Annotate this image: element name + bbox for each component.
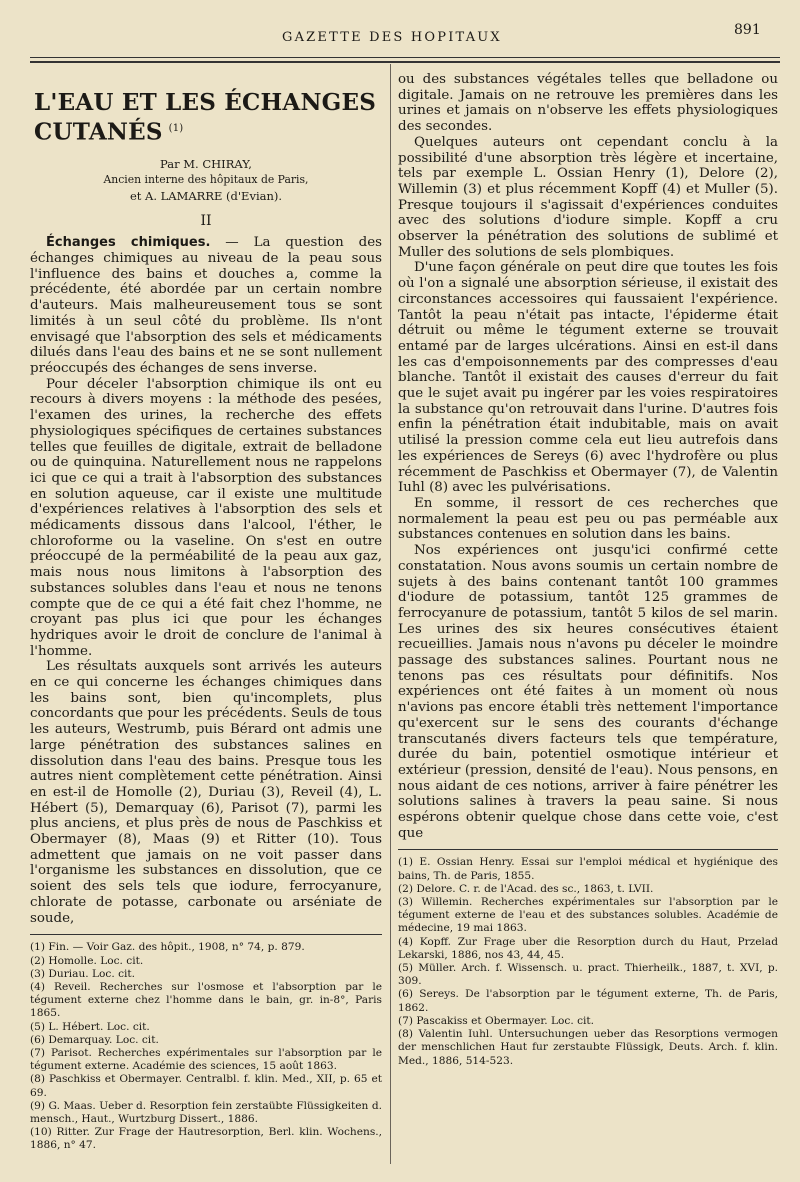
byline-affiliation: Ancien interne des hôpitaux de Paris,: [103, 172, 309, 186]
paragraph-continued: ou des substances végétales telles que belladone ou digitale. Jamais on ne retrouve les premières dans les urines et jamais on n'observe les effets physiologiques des secondes.: [398, 72, 778, 135]
footnote: (7) Pascakiss et Obermayer. Loc. cit.: [398, 1014, 595, 1027]
paragraph: [30, 235, 382, 376]
paragraph: En somme, il ressort de ces recherches que normalement la peau est peu ou pas perméable aux substances contenues en solution dans les bains.: [398, 495, 778, 543]
footnote: (4) Reveil. Recherches sur l'osmose et l'absorption par le tégument externe chez l'homme dans le bain, gr. in-8°, Paris 1865.: [30, 980, 382, 1020]
footnote: (4) Kopff. Zur Frage uber die Resorption durch du Haut, Przelad Lekarski, 1886, nos 43, 44, 45.: [398, 935, 778, 961]
footnote: (5) Müller. Arch. f. Wissensch. u. pract. Thierheilk., 1887, t. XVI, p. 309.: [398, 962, 778, 988]
footnote: (9) G. Maas. Ueber d. Resorption fein zerstaübte Flüssigkeiten d. mensch., Haut., Wurtzburg Dissert., 1886.: [30, 1099, 382, 1125]
footnote: (10) Ritter. Zur Frage der Hautresorption, Berl. klin. Wochens., 1886, n° 47.: [30, 1126, 382, 1152]
paragraph: Les résultats auxquels sont arrivés les auteurs en ce qui concerne les échanges chimiques dans les bains sont, bien qu'incomplets, plus concordants que pour les précédents. Seuls de tous les auteurs, Westrumb, puis Bérard ont admis une large pénétration des substances salines en dissolution dans l'eau des bains. Presque tous les autres nient complètement cette pénétration. Ainsi en est-il de Homolle (2), Duriau (3), Reveil (4), L. Hébert (5), Demarquay (6), Parisot (7), parmi les plus anciens, et plus près de nous de Paschkiss et Obermayer (8), Maas (9) et Ritter (10). Tous admettent que jamais on ne voit passer dans l'organisme les substances en dissolution, que ce soient des sels tels que iodure, ferrocyanure, chlorate de potasse, carbonate ou arséniate de soude,: [30, 659, 382, 926]
footnote: (5) L. Hébert. Loc. cit.: [30, 1020, 150, 1033]
column-divider: [390, 64, 391, 1164]
footnote: (6) Sereys. De l'absorption par le tégument externe, Th. de Paris, 1862.: [398, 988, 778, 1014]
article-title-text: L'EAU ET LES ÉCHANGES CUTANÉS: [34, 89, 377, 146]
footnote: (3) Willemin. Recherches expérimentales sur l'absorption par le tégument externe de l'eau et des substances solubles. Académie de médecine, 19 mai 1863.: [398, 896, 778, 935]
footnote: (7) Parisot. Recherches expérimentales sur l'absorption par le tégument externe. Académie des sciences, 15 août 1863.: [30, 1046, 382, 1073]
paragraph: Pour déceler l'absorption chimique ils ont eu recours à divers moyens : la méthode des pesées, l'examen des urines, la recherche des effets physiologiques spécifiques de certaines substances telles que feuilles de digitale, extrait de belladone ou de quinquina. Naturellement nous ne rappelons ici que ce qui a trait à l'absorption des substances en solution aqueuse, car il existe une multitude d'expériences relatives à l'absorption des sels et médicaments dissous dans l'alcool, l'éther, le chloroforme ou la vaseline. On s'est en outre préoccupé de la perméabilité de la peau aux gaz, mais nous nous limitons à l'absorption des substances solubles dans l'eau et nous ne tenons compte que de ce qui a été fait chez l'homme, ne croyant pas plus ici que pour les échanges hydriques avoir le droit de conclure de l'animal à l'homme.: [30, 376, 382, 659]
footnote: (8) Valentin Iuhl. Untersuchungen ueber das Resorptions vermogen der menschlichen Haut fur zerstaubte Flüssigk, Deuts. Arch. f. klin. Med., 1886, 514-523.: [398, 1028, 778, 1067]
paragraph-text: — La question des échanges chimiques au niveau de la peau sous l'influence des bains et douches a, comme la précédente, été abordée par un certain nombre d'auteurs. Mais malheureusement tous se sont limités à un seul côté du problème. Ils n'ont envisagé que l'absorption des sels et médicaments dilués dans l'eau des bains et ne se sont nullement préoccupés des échanges de sens inverse.: [30, 235, 382, 376]
paragraph: Nos expériences ont jusqu'ici confirmé cette constatation. Nous avons soumis un certain nombre de sujets à des bains contenant tantôt 100 grammes d'iodure de potassium, tantôt 125 grammes de ferrocyanure de potassium, tantôt 5 kilos de sel marin. Les urines des six heures consécutives étaient recueillies. Jamais nous n'avons pu déceler le moindre passage des substances salines. Pourtant nous ne tenons pas ces résultats pour définitifs. Nos expériences ont été faites à un moment où nous n'avions pas encore établi très nettement l'importance qu'exercent sur le sens des courants d'échange transcutanés divers facteurs tels que température, durée du bain, potentiel osmotique intérieur et extérieur (pression, densité de l'eau). Nous pensons, en nous aidant de ces notions, arriver à faire pénétrer les solutions salines à travers la peau saine. Si nous espérons obtenir quelque chose dans cette voie, c'est que: [398, 543, 778, 841]
footnote: (3) Duriau. Loc. cit.: [30, 967, 136, 980]
title-footnote-mark: (1): [168, 123, 184, 134]
footnote: (1) E. Ossian Henry. Essai sur l'emploi médical et hygiénique des bains, Th. de Paris, 1855.: [398, 856, 778, 882]
footnote: (1) Fin. — Voir Gaz. des hôpit., 1908, n° 74, p. 879.: [30, 941, 305, 954]
running-head: [0, 22, 800, 48]
byline-coauthor: et A. LAMARRE (d'Evian).: [129, 188, 283, 203]
footnote: (2) Homolle. Loc. cit.: [30, 954, 144, 967]
footnote-rule: [398, 849, 778, 850]
run-in-heading: Échanges chimiques.: [46, 235, 211, 251]
footnotes-left: [30, 941, 382, 1152]
footnote-rule: [30, 934, 382, 935]
paragraph: D'une façon générale on peut dire que toutes les fois où l'on a signalé une absorption sérieuse, il existait des circonstances accessoires qui faussaient l'expérience. Tantôt la peau n'était pas intacte, l'épiderme était détruit ou même le tégument externe se trouvait entamé par de larges ulcérations. Ainsi en est-il dans les cas d'empoisonnements par des compresses d'eau blanche. Tantôt il existait des causes d'erreur du fait que le sujet avait pu ingérer par les voies respiratoires la substance qu'on retrouvait dans l'urine. D'autres fois enfin la pénétration était indubitable, mais on avait utilisé la pression comme cela eut lieu autrefois dans les expériences de Sereys (6) avec l'hydrofère ou plus récemment de Paschkiss et Obermayer (7), de Valentin Iuhl (8) avec les pulvérisations.: [398, 260, 778, 496]
header-rule-double: [30, 61, 780, 63]
article-title: [34, 90, 382, 146]
header-rule: [30, 57, 780, 58]
footnote: (2) Delore. C. r. de l'Acad. des sc., 1863, t. LVII.: [398, 882, 654, 895]
footnotes-right: [398, 856, 778, 1067]
footnote: (8) Paschkiss et Obermayer. Centralbl. f. klin. Med., XII, p. 65 et 69.: [30, 1073, 382, 1099]
footnote: (6) Demarquay. Loc. cit.: [30, 1033, 159, 1046]
journal-title: GAZETTE DES HOPITAUX: [282, 30, 502, 45]
right-column: [398, 72, 778, 1068]
byline-author: Par M. CHIRAY,: [160, 156, 252, 171]
paragraph: Quelques auteurs ont cependant conclu à la possibilité d'une absorption très légère et incertaine, tels par exemple L. Ossian Henry (1), Delore (2), Willemin (3) et plus récemment Kopff (4) et Muller (5). Presque toujours il s'agissait d'expériences conduites avec des solutions d'iodure simple. Kopff a cru observer la pénétration des solutions de sublimé et Muller des solutions de sels plombiques.: [398, 134, 778, 260]
page-number: 891: [734, 22, 761, 38]
left-column: [30, 72, 382, 1153]
section-number: II: [200, 212, 212, 229]
